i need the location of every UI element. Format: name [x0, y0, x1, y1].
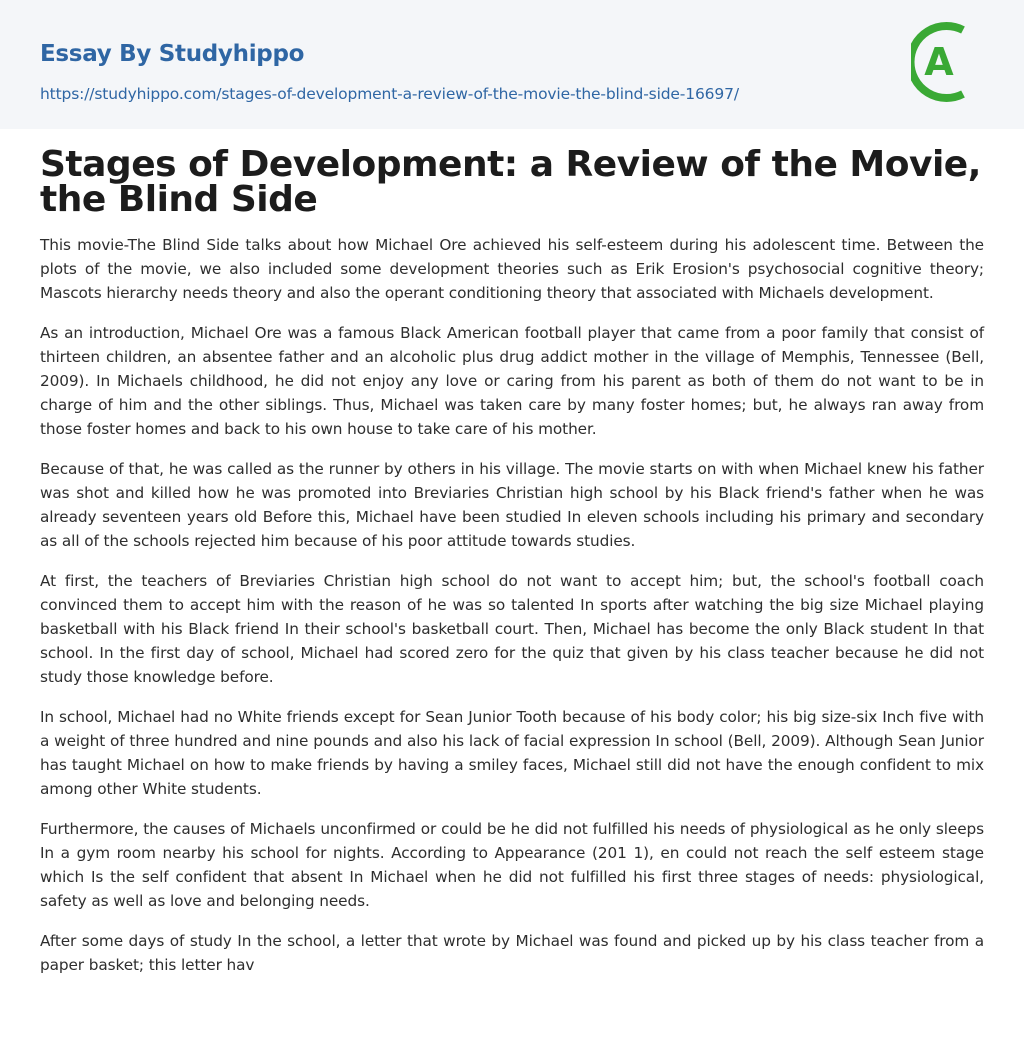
- article-body: [40, 233, 984, 993]
- paragraph: In school, Michael had no White friends except for Sean Junior Tooth because of his body color; his big size-six Inch five with a weight of three hundred and nine pounds and also his lack of facial expression In school (Bell, 2009). Although Sean Junior has taught Michael on how to make friends by having a smiley faces, Michael still did not have the enough confident to mix among other White students.: [40, 708, 984, 798]
- article-url-link[interactable]: https://studyhippo.com/stages-of-development-a-review-of-the-movie-the-blind-side-16697/: [40, 85, 739, 103]
- paragraph: At first, the teachers of Breviaries Christian high school do not want to accept him; but, the school's football coach convinced them to accept him with the reason of he was so talented In sports after watching the big size Michael playing basketball with his Black friend In their school's basketball court. Then, Michael has become the only Black student In that school. In the first day of school, Michael had scored zero for the quiz that given by his class teacher because he did not study those knowledge before.: [40, 572, 984, 686]
- paragraph: Because of that, he was called as the runner by others in his village. The movie starts on with when Michael knew his father was shot and killed how he was promoted into Breviaries Christian high school by his Black friend's father when he was already seventeen years old Before this, Michael have been studied In eleven schools including his primary and secondary as all of the schools rejected him because of his poor attitude towards studies.: [40, 460, 984, 550]
- paragraph: As an introduction, Michael Ore was a famous Black American football player that came from a poor family that consist of thirteen children, an absentee father and an alcoholic plus drug addict mother in the village of Memphis, Tennessee (Bell, 2009). In Michaels childhood, he did not enjoy any love or caring from his parent as both of them do not want to be in charge of him and the other siblings. Thus, Michael was taken care by many foster homes; but, he always ran away from those foster homes and back to his own house to take care of his mother.: [40, 324, 984, 438]
- site-brand[interactable]: Essay By Studyhippo: [40, 41, 305, 67]
- logo-letter: A: [924, 40, 954, 84]
- paragraph: This movie-The Blind Side talks about how Michael Ore achieved his self-esteem during his adolescent time. Between the plots of the movie, we also included some development theories such as Erik Erosion's psychosocial cognitive theory; Mascots hierarchy needs theory and also the operant conditioning theory that associated with Michaels development.: [40, 236, 984, 302]
- paragraph: After some days of study In the school, a letter that wrote by Michael was found and picked up by his class teacher from a paper basket; this letter hav: [40, 932, 984, 974]
- article-title: Stages of Development: a Review of the Movie, the Blind Side: [40, 144, 981, 220]
- paragraph: Furthermore, the causes of Michaels unconfirmed or could be he did not fulfilled his needs of physiological as he only sleeps In a gym room nearby his school for nights. According to Appearance (201 1), en could not reach the self esteem stage which Is the self confident that absent In Michael when he did not fulfilled his first three stages of needs: physiological, safety as well as love and belonging needs.: [40, 820, 984, 910]
